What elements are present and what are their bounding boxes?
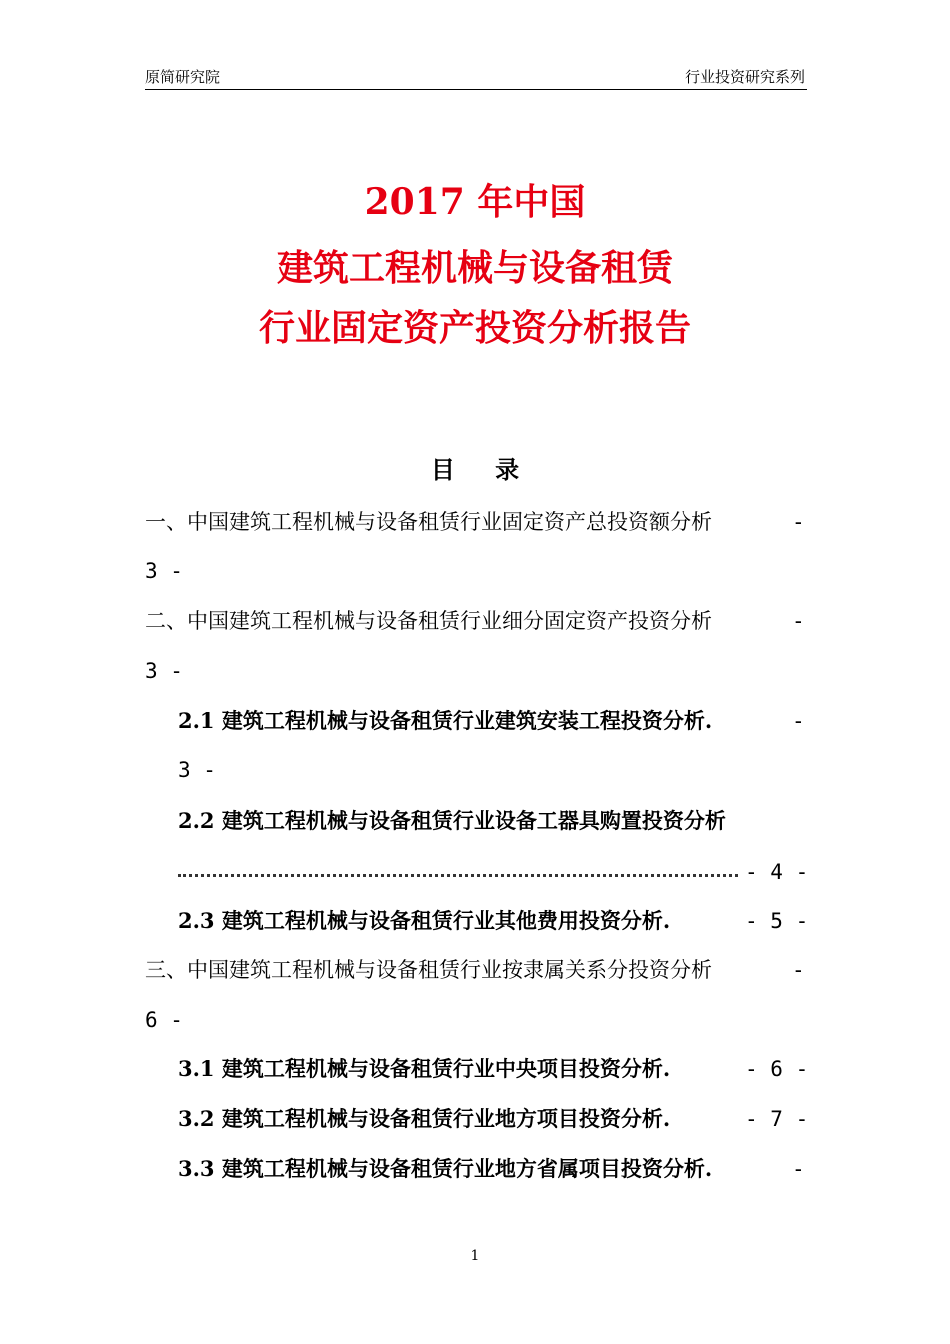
toc-entry-2-1-page-cont: 3 -: [178, 758, 216, 782]
header-divider: [145, 89, 807, 90]
toc-entry-2-1-page: -: [792, 709, 805, 733]
toc-entry-1-page-cont: 3 -: [145, 559, 183, 583]
footer-page-number: 1: [470, 1248, 480, 1264]
toc-entry-3-3[interactable]: 3.3 建筑工程机械与设备租赁行业地方省属项目投资分析.: [178, 1156, 713, 1181]
report-title-line-2: 建筑工程机械与设备租赁: [276, 247, 673, 289]
toc-entry-2-3[interactable]: 2.3 建筑工程机械与设备租赁行业其他费用投资分析.: [178, 908, 671, 933]
toc-leader-dots: [178, 874, 738, 877]
toc-entry-2-3-page: - 5 -: [745, 909, 809, 933]
toc-entry-3-1[interactable]: 3.1 建筑工程机械与设备租赁行业中央项目投资分析.: [178, 1056, 671, 1081]
toc-entry-3-page-cont: 6 -: [145, 1008, 183, 1032]
toc-entry-2-page-cont: 3 -: [145, 659, 183, 683]
header-series-name: 行业投资研究系列: [684, 68, 805, 86]
toc-entry-2[interactable]: 二、中国建筑工程机械与设备租赁行业细分固定资产投资分析: [145, 609, 712, 633]
report-title-line-1: 2017 年中国: [364, 181, 586, 223]
toc-entry-3-page: -: [792, 958, 805, 982]
toc-entry-3-3-page: -: [792, 1157, 805, 1181]
toc-entry-1-page: -: [792, 510, 805, 534]
toc-entry-3[interactable]: 三、中国建筑工程机械与设备租赁行业按隶属关系分投资分析: [145, 958, 712, 982]
toc-entry-2-1[interactable]: 2.1 建筑工程机械与设备租赁行业建筑安装工程投资分析.: [178, 708, 713, 733]
toc-entry-2-2[interactable]: 2.2 建筑工程机械与设备租赁行业设备工器具购置投资分析: [178, 808, 726, 833]
toc-entry-3-2-page: - 7 -: [745, 1107, 809, 1131]
toc-entry-2-page: -: [792, 609, 805, 633]
report-title-line-3: 行业固定资产投资分析报告: [258, 307, 691, 349]
toc-entry-2-2-page: - 4 -: [745, 860, 809, 884]
toc-entry-1[interactable]: 一、中国建筑工程机械与设备租赁行业固定资产总投资额分析: [145, 510, 712, 534]
toc-heading: 目 录: [430, 456, 536, 484]
header-org-name: 原简研究院: [145, 68, 221, 86]
toc-entry-3-2[interactable]: 3.2 建筑工程机械与设备租赁行业地方项目投资分析.: [178, 1106, 671, 1131]
toc-entry-3-1-page: - 6 -: [745, 1057, 809, 1081]
